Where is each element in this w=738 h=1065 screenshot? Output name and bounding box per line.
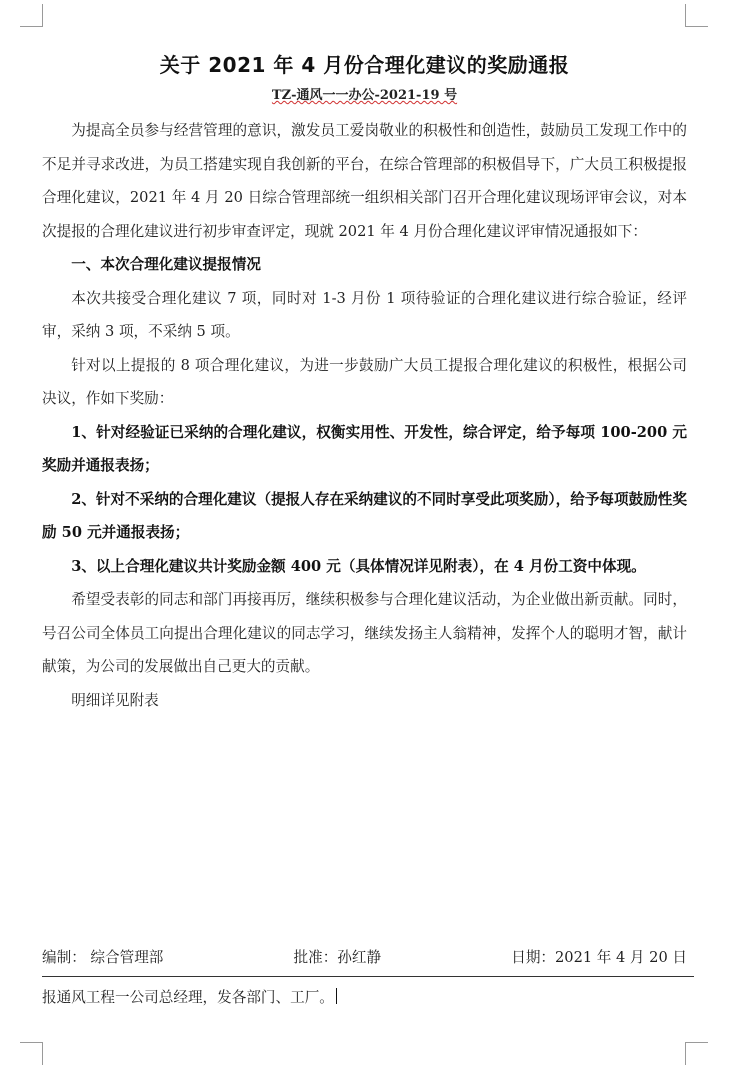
signature-line xyxy=(42,948,687,968)
page-corner-mark xyxy=(685,4,708,27)
document-number xyxy=(42,86,687,106)
distribution-text: 报通风工程一公司总经理，发各部门、工厂。 xyxy=(42,989,334,1006)
intro-paragraph: 为提高全员参与经营管理的意识，激发员工爱岗敬业的积极性和创造性，鼓励员工发现工作中的不足并寻求改进，为员工搭建实现自我创新的平台，在综合管理部的积极倡导下，广大员工积极提报合理化建议，2021 年 4 月 20 日综合管理部统一组织相关部门召开合理化建议现场评审会议，对本次提报的合理化建议进行初步审查评定，现就 2021 年 4 月份合理化建议评审情况通报如下： xyxy=(42,122,687,240)
document-number-text: TZ-通风一一办公-2021-19 号 xyxy=(271,88,458,103)
footer-divider xyxy=(42,976,694,977)
distribution-line xyxy=(42,988,337,1008)
reward-item-1: 1、针对经验证已采纳的合理化建议，权衡实用性、开发性，综合评定，给予每项 100-200 元奖励并通报表扬； xyxy=(42,423,687,474)
reward-item-2: 2、针对不采纳的合理化建议（提报人存在采纳建议的不同时享受此项奖励），给予每项鼓励性奖励 50 元并通报表扬； xyxy=(42,490,687,541)
approver-field: 批准：孙红静 xyxy=(293,949,382,966)
date-field: 日期：2021 年 4 月 20 日 xyxy=(511,949,687,966)
text-cursor xyxy=(336,988,337,1004)
attachment-note: 明细详见附表 xyxy=(71,691,159,709)
reward-item-3: 3、以上合理化建议共计奖励金额 400 元（具体情况详见附表），在 4 月份工资中体现。 xyxy=(71,557,646,575)
page-corner-mark xyxy=(20,1042,43,1065)
reward-intro-paragraph: 针对以上提报的 8 项合理化建议，为进一步鼓励广大员工提报合理化建议的积极性，根据公司决议，作如下奖励： xyxy=(42,356,687,407)
editor-field: 编制： 综合管理部 xyxy=(42,949,164,966)
section1-paragraph: 本次共接受合理化建议 7 项，同时对 1-3 月份 1 项待验证的合理化建议进行综合验证，经评审，采纳 3 项，不采纳 5 项。 xyxy=(42,289,687,340)
closing-paragraph: 希望受表彰的同志和部门再接再厉，继续积极参与合理化建议活动，为企业做出新贡献。同时，号召公司全体员工向提出合理化建议的同志学习，继续发扬主人翁精神，发挥个人的聪明才智，献计献策，为公司的发展做出自己更大的贡献。 xyxy=(42,591,687,675)
document-title: 关于 2021 年 4 月份合理化建议的奖励通报 xyxy=(159,53,570,77)
section1-heading: 一、本次合理化建议提报情况 xyxy=(71,256,261,273)
page-corner-mark xyxy=(20,4,43,27)
page-corner-mark xyxy=(685,1042,708,1065)
document-body[interactable] xyxy=(42,42,687,1006)
